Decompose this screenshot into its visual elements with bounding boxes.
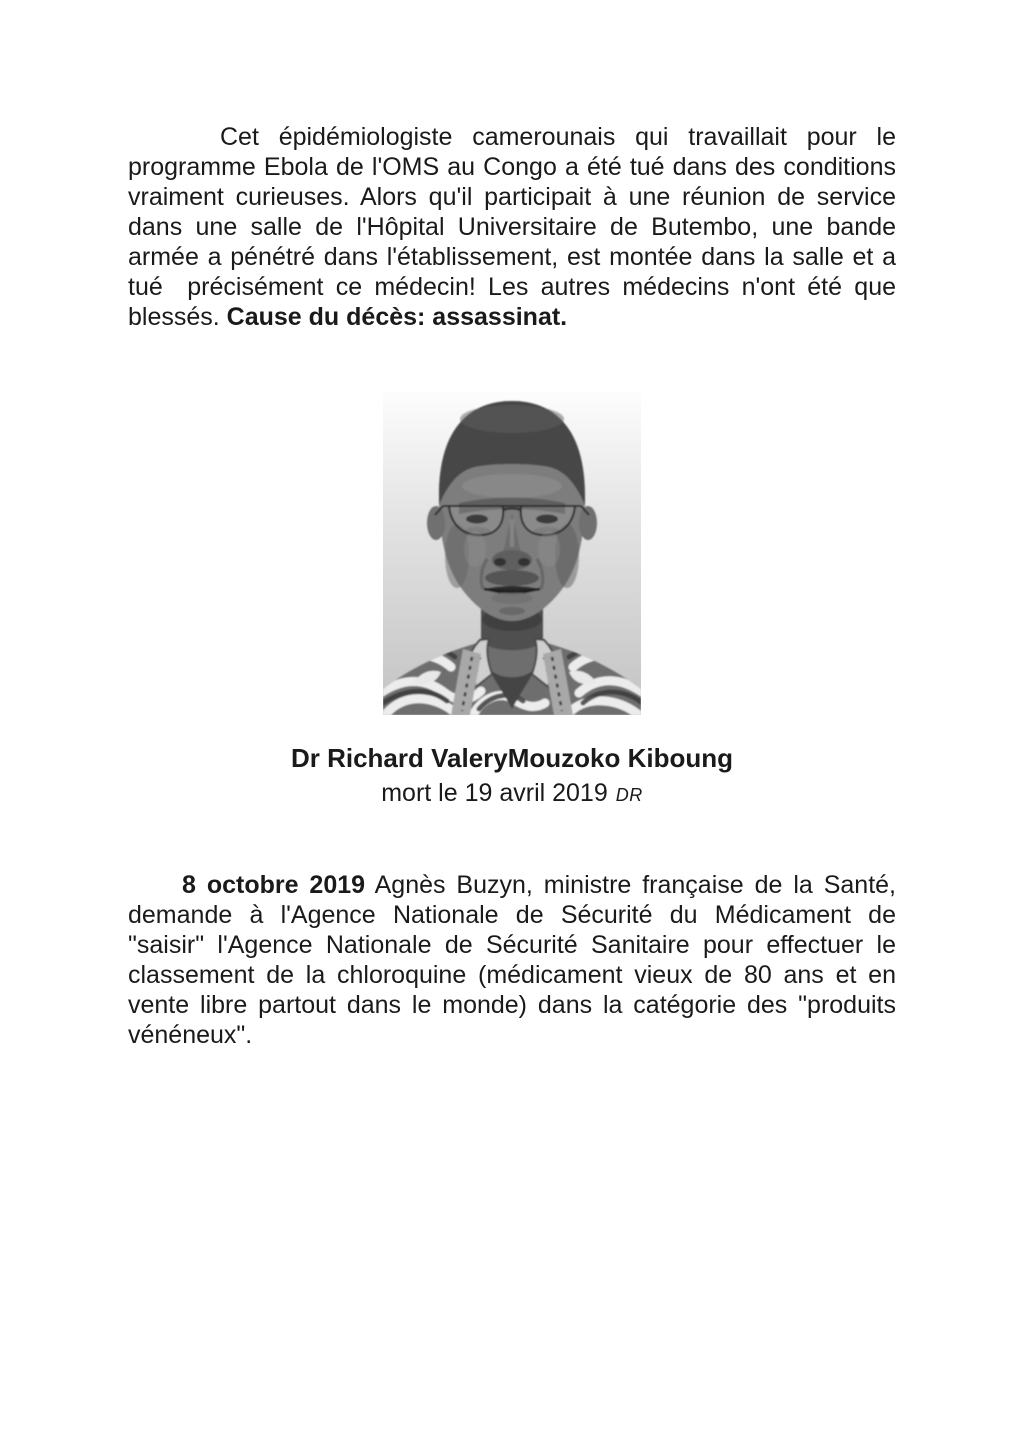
text-segment: vénéneux". — [128, 1021, 253, 1049]
text-segment: blessés. — [128, 303, 227, 331]
paragraph-intro — [128, 122, 896, 332]
text-segment: dans une salle de l'Hôpital Universitaire de Butembo, une bande — [128, 213, 896, 241]
text-line — [128, 302, 896, 332]
photo-caption-death — [128, 776, 896, 813]
text-segment: Agnès Buzyn, ministre française de la Santé, — [365, 871, 896, 899]
text-segment: 8 octobre 2019 — [182, 871, 366, 899]
text-segment: vraiment curieuses. Alors qu'il participait à une réunion de service — [128, 183, 896, 211]
text-line — [128, 1020, 896, 1050]
text-line — [128, 990, 896, 1020]
text-line — [128, 122, 896, 152]
text-segment: classement de la chloroquine (médicament vieux de 80 ans et en — [128, 961, 896, 989]
document-page — [0, 122, 1024, 1050]
text-segment: armée a pénétré dans l'établissement, est montée dans la salle et a — [128, 243, 896, 271]
text-segment: Cet épidémiologiste camerounais qui travaillait pour le — [220, 123, 896, 151]
text-line — [128, 152, 896, 182]
text-line — [128, 212, 896, 242]
paragraph-event — [128, 870, 896, 1050]
text-line — [128, 182, 896, 212]
photo-caption-name: Dr Richard ValeryMouzoko Kiboung — [290, 743, 734, 773]
text-line — [128, 930, 896, 960]
text-line — [128, 870, 896, 900]
text-line — [128, 272, 896, 302]
portrait-illustration — [383, 391, 641, 715]
photo-credit: DR — [615, 785, 643, 805]
portrait-photo — [383, 391, 641, 715]
photo-caption-death-text: mort le 19 avril 2019 — [381, 779, 608, 807]
text-segment: demande à l'Agence Nationale de Sécurité du Médicament de — [128, 901, 896, 929]
text-segment: vente libre partout dans le monde) dans la catégorie des "produits — [128, 991, 896, 1019]
text-segment: Cause du décès: assassinat. — [226, 303, 568, 331]
text-line — [128, 900, 896, 930]
photo-caption — [128, 741, 896, 813]
text-line — [128, 242, 896, 272]
text-segment: "saisir" l'Agence Nationale de Sécurité Sanitaire pour effectuer le — [128, 931, 896, 959]
text-line — [128, 960, 896, 990]
text-segment: tué précisément ce médecin! Les autres médecins n'ont été que — [128, 273, 896, 301]
text-segment: programme Ebola de l'OMS au Congo a été tué dans des conditions — [128, 153, 896, 181]
